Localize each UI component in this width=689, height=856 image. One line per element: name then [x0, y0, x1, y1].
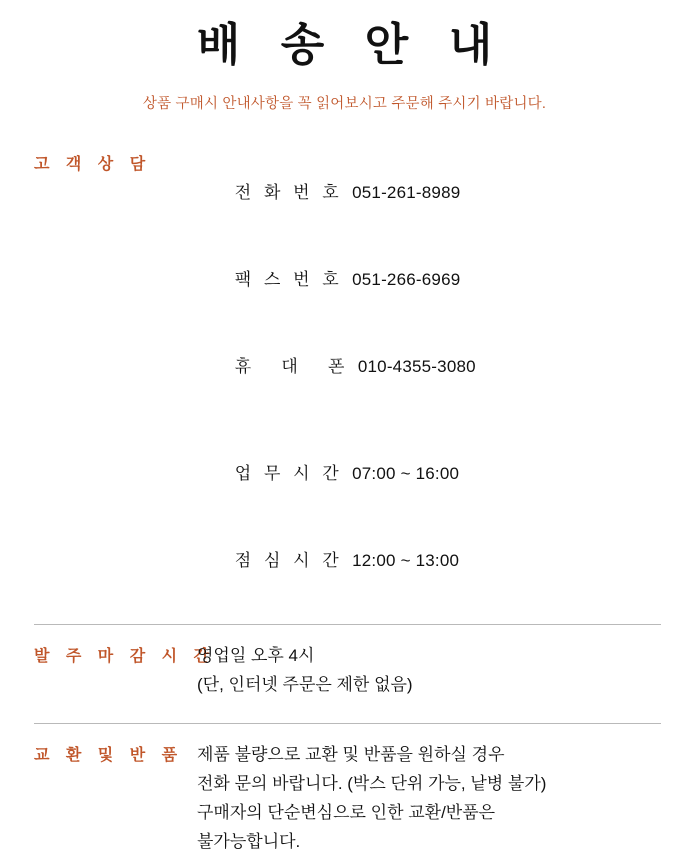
contact-row-mobile — [197, 323, 661, 410]
contact-key-business-hours: 업 무 시 간 — [234, 464, 343, 483]
contact-row-phone — [197, 149, 661, 236]
page-subtitle: 상품 구매시 안내사항을 꼭 읽어보시고 주문해 주시기 바랍니다. — [142, 96, 547, 112]
exchange-return-line-4: 불가능합니다. — [197, 832, 301, 851]
order-cutoff-line-1: 영업일 오후 4시 — [197, 646, 315, 665]
section-body-exchange-return — [197, 740, 661, 856]
exchange-return-line-1: 제품 불량으로 교환 및 반품을 원하실 경우 — [197, 745, 505, 764]
contact-spacer — [197, 410, 661, 430]
section-label-order-cutoff: 발 주 마 감 시 간 — [34, 648, 215, 665]
section-order-cutoff — [0, 641, 689, 699]
contact-row-lunch-hours — [197, 517, 661, 604]
contact-value-lunch-hours: 12:00 ~ 13:00 — [352, 551, 460, 570]
contact-value-fax: 051-266-6969 — [352, 270, 461, 289]
section-exchange-return — [0, 740, 689, 856]
exchange-return-line-3: 구매자의 단순변심으로 인한 교환/반품은 — [197, 803, 496, 822]
exchange-return-line-2: 전화 문의 바랍니다. (박스 단위 가능, 낱병 불가) — [197, 774, 547, 793]
contact-value-phone: 051-261-8989 — [352, 183, 461, 202]
page-title: 배 송 안 내 — [196, 19, 507, 70]
contact-key-mobile: 휴 대 폰 — [234, 357, 349, 376]
contact-key-phone: 전 화 번 호 — [234, 183, 343, 202]
divider-1 — [34, 624, 661, 625]
contact-key-lunch-hours: 점 심 시 간 — [234, 551, 343, 570]
section-label-customer-service: 고 객 상 담 — [34, 156, 152, 173]
section-body-customer-service — [197, 149, 661, 604]
section-label-exchange-return: 교 환 및 반 품 — [34, 747, 184, 764]
contact-row-fax — [197, 236, 661, 323]
contact-value-mobile: 010-4355-3080 — [357, 357, 476, 376]
contact-key-fax: 팩 스 번 호 — [234, 270, 343, 289]
order-cutoff-line-2: (단, 인터넷 주문은 제한 없음) — [197, 675, 413, 694]
divider-2 — [34, 723, 661, 724]
section-customer-service — [0, 149, 689, 604]
contact-row-business-hours — [197, 430, 661, 517]
contact-value-business-hours: 07:00 ~ 16:00 — [352, 464, 460, 483]
section-body-order-cutoff — [197, 641, 661, 699]
